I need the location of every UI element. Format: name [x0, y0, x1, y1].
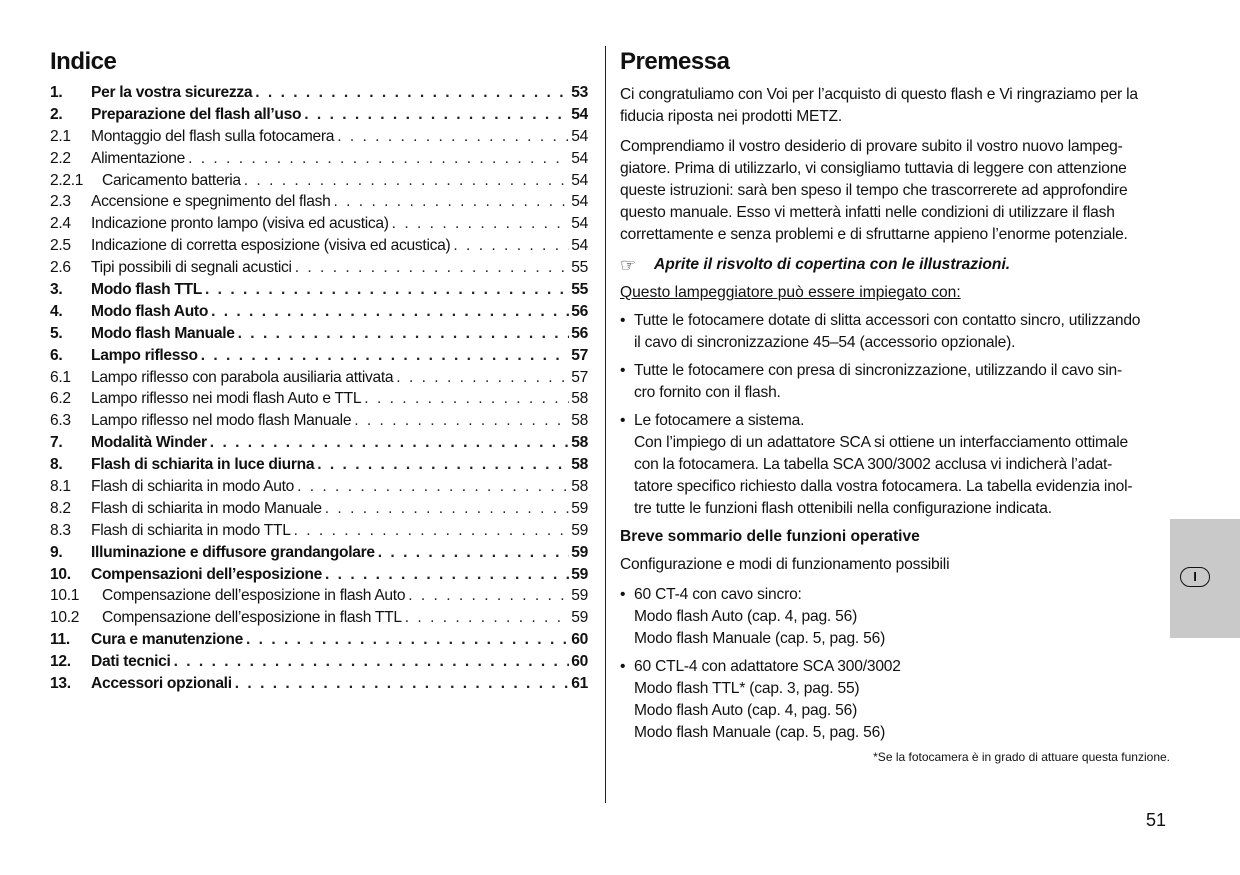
toc-title: Accensione e spegnimento del flash	[91, 193, 331, 211]
toc-entry	[50, 434, 588, 456]
bullet-line: con la fotocamera. La tabella SCA 300/3002 acclusa vi indicherà l’adat-	[634, 456, 1113, 473]
toc-entry	[50, 653, 588, 675]
preface-section	[620, 46, 1170, 764]
toc-number: 11.	[50, 631, 70, 649]
toc-title: Per la vostra sicurezza	[91, 84, 253, 101]
footnote: *Se la fotocamera è in grado di attuare questa funzione.	[873, 750, 1170, 764]
bullet-line: tatore specifico richiesto dalla vostra fotocamera. La tabella evidenzia inol-	[634, 478, 1133, 495]
toc-title: Compensazioni dell’esposizione	[91, 565, 323, 583]
toc-leader-dots	[241, 172, 570, 190]
toc-entry	[50, 303, 588, 325]
toc-list	[50, 84, 588, 697]
toc-number: 7.	[50, 434, 63, 452]
toc-leader-dots	[291, 522, 570, 540]
toc-leader-dots	[314, 456, 569, 474]
bullet-line: tre tutte le funzioni flash ottenibili nella configurazione indicata.	[634, 500, 1052, 517]
toc-entry	[50, 412, 588, 434]
index-title: Indice	[50, 48, 117, 75]
toc-number: 6.	[50, 346, 63, 364]
toc-entry	[50, 522, 588, 544]
bullet-line: il cavo di sincronizzazione 45–54 (accessorio opzionale).	[634, 334, 1016, 351]
bullet-icon: •	[620, 586, 626, 603]
toc-title: Tipi possibili di segnali acustici	[91, 259, 292, 277]
toc-entry	[50, 259, 588, 281]
index-section	[50, 46, 588, 697]
bullet-line: Le fotocamere a sistema.	[634, 412, 805, 429]
toc-title: Dati tecnici	[91, 653, 171, 671]
toc-number: 3.	[50, 281, 63, 299]
toc-title: Modalità Winder	[91, 434, 207, 452]
toc-number: 6.2	[50, 390, 71, 408]
toc-title: Lampo riflesso nei modi flash Auto e TTL	[91, 390, 362, 408]
toc-entry	[50, 325, 588, 347]
toc-title: Lampo riflesso con parabola ausiliaria attivata	[91, 368, 394, 386]
toc-leader-dots	[207, 434, 569, 452]
toc-entry	[50, 587, 588, 609]
bullet-line: cro fornito con il flash.	[634, 384, 781, 401]
toc-page: 56	[571, 324, 588, 342]
page-number: 51	[1146, 810, 1167, 830]
summary-intro: Configurazione e modi di funzionamento possibili	[620, 556, 950, 573]
bullet-item	[620, 410, 1170, 520]
toc-page: 54	[571, 105, 588, 123]
toc-number: 2.3	[50, 193, 71, 211]
toc-entry	[50, 281, 588, 303]
pointing-hand-icon: ☞	[620, 255, 637, 275]
toc-entry	[50, 500, 588, 522]
toc-page: 54	[571, 237, 588, 255]
toc-leader-dots	[375, 544, 569, 562]
toc-number: 9.	[50, 543, 63, 561]
toc-title: Montaggio del flash sulla fotocamera	[91, 127, 335, 145]
toc-page: 54	[571, 193, 588, 211]
toc-page: 58	[571, 412, 588, 430]
toc-leader-dots	[322, 566, 569, 584]
toc-entry	[50, 609, 588, 631]
toc-leader-dots	[185, 150, 569, 168]
bullet-line: Modo flash Auto (cap. 4, pag. 56)	[634, 608, 858, 625]
toc-title: Compensazione dell’esposizione in flash TTL	[102, 609, 402, 627]
toc-entry	[50, 369, 588, 391]
toc-entry	[50, 544, 588, 566]
toc-title: Modo flash TTL	[91, 281, 203, 299]
toc-page: 57	[571, 368, 588, 386]
toc-leader-dots	[243, 631, 569, 649]
toc-leader-dots	[334, 128, 569, 146]
preface-paragraph-2: Comprendiamo il vostro desiderio di provare subito il vostro nuovo lampeg-giatore. Prima di utilizzarlo, vi consigliamo tuttavia di leggere con attenzione queste istruzioni: sarà ben speso il tempo che trascorrerete ad approfondire questo manuale. Esso vi metterà infatti nelle condizioni di utilizzare il flash correttamente e senza problemi e di sfruttarne appieno l’enorme potenziale.	[620, 138, 1128, 243]
toc-entry	[50, 347, 588, 369]
toc-title: Indicazione di corretta esposizione (visiva ed acustica)	[91, 237, 451, 255]
toc-page: 59	[571, 609, 588, 627]
toc-number: 2.	[50, 105, 63, 123]
toc-entry	[50, 478, 588, 500]
bullet-line: Tutte le fotocamere con presa di sincronizzazione, utilizzando il cavo sin-	[634, 362, 1122, 379]
toc-number: 8.3	[50, 521, 71, 539]
toc-entry	[50, 631, 588, 653]
toc-number: 2.5	[50, 237, 71, 255]
toc-number: 10.	[50, 565, 71, 583]
bullet-line: Tutte le fotocamere dotate di slitta accessori con contatto sincro, utilizzando	[634, 312, 1141, 329]
toc-leader-dots	[450, 237, 569, 255]
toc-page: 54	[571, 171, 588, 189]
toc-number: 2.2.1	[50, 171, 84, 189]
toc-number: 13.	[50, 675, 71, 693]
toc-leader-dots	[294, 478, 569, 496]
toc-leader-dots	[232, 675, 569, 693]
toc-leader-dots	[202, 281, 569, 299]
bullet-item	[620, 360, 1170, 404]
cover-hint-text: Aprite il risvolto di copertina con le illustrazioni.	[654, 256, 1011, 273]
cover-hint	[620, 254, 1170, 276]
toc-leader-dots	[235, 325, 570, 343]
toc-title: Modo flash Auto	[91, 302, 209, 320]
toc-entry	[50, 106, 588, 128]
toc-title: Indicazione pronto lampo (visiva ed acustica)	[91, 215, 389, 233]
usage-heading: Questo lampeggiatore può essere impiegato con:	[620, 284, 961, 301]
toc-number: 8.2	[50, 499, 71, 517]
bullet-line: 60 CTL-4 con adattatore SCA 300/3002	[634, 658, 901, 675]
config-list	[620, 584, 1170, 744]
toc-title: Lampo riflesso	[91, 346, 198, 364]
bullet-line: 60 CT-4 con cavo sincro:	[634, 586, 802, 603]
toc-number: 2.4	[50, 215, 71, 233]
toc-title: Illuminazione e diffusore grandangolare	[91, 543, 375, 561]
toc-number: 10.2	[50, 609, 80, 627]
toc-page: 59	[571, 543, 588, 561]
bullet-line: Con l’impiego di un adattatore SCA si ottiene un interfacciamento ottimale	[634, 434, 1129, 451]
bullet-icon: •	[620, 658, 626, 675]
usage-list	[620, 310, 1170, 520]
toc-page: 58	[571, 456, 588, 474]
toc-title: Modo flash Manuale	[91, 324, 235, 342]
toc-number: 2.6	[50, 259, 71, 277]
toc-leader-dots	[351, 412, 569, 430]
bullet-line: Modo flash Auto (cap. 4, pag. 56)	[634, 702, 858, 719]
toc-entry	[50, 150, 588, 172]
toc-title: Accessori opzionali	[91, 675, 232, 693]
toc-number: 2.1	[50, 127, 71, 145]
bullet-item	[620, 310, 1170, 354]
toc-number: 10.1	[50, 587, 80, 605]
column-divider	[605, 46, 606, 803]
toc-leader-dots	[301, 106, 569, 124]
toc-leader-dots	[252, 84, 569, 102]
bullet-icon: •	[620, 362, 626, 379]
toc-leader-dots	[393, 369, 569, 387]
toc-leader-dots	[330, 193, 569, 211]
toc-entry	[50, 215, 588, 237]
toc-leader-dots	[171, 653, 570, 671]
toc-page: 59	[571, 565, 588, 583]
toc-number: 5.	[50, 324, 63, 342]
toc-title: Cura e manutenzione	[91, 631, 243, 649]
toc-number: 6.1	[50, 368, 71, 386]
preface-title: Premessa	[620, 48, 730, 75]
toc-title: Compensazione dell’esposizione in flash Auto	[102, 587, 406, 605]
toc-title: Flash di schiarita in modo Auto	[91, 478, 295, 496]
toc-number: 1.	[50, 84, 63, 101]
toc-entry	[50, 237, 588, 259]
toc-number: 6.3	[50, 412, 71, 430]
toc-entry	[50, 456, 588, 478]
toc-title: Flash di schiarita in modo Manuale	[91, 499, 322, 517]
toc-number: 8.	[50, 456, 63, 474]
bullet-item	[620, 584, 1170, 650]
toc-number: 8.1	[50, 478, 71, 496]
toc-title: Flash di schiarita in modo TTL	[91, 521, 291, 539]
toc-page: 58	[571, 390, 588, 408]
toc-title: Flash di schiarita in luce diurna	[91, 456, 315, 474]
summary-heading: Breve sommario delle funzioni operative	[620, 528, 920, 545]
toc-entry	[50, 390, 588, 412]
bullet-line: Modo flash TTL* (cap. 3, pag. 55)	[634, 680, 860, 697]
toc-leader-dots	[292, 259, 570, 277]
bullet-icon: •	[620, 312, 626, 329]
toc-title: Alimentazione	[91, 149, 186, 167]
toc-page: 59	[571, 499, 588, 517]
toc-page: 57	[571, 346, 588, 364]
toc-entry	[50, 566, 588, 588]
toc-page: 56	[571, 302, 588, 320]
toc-page: 54	[571, 149, 588, 167]
language-tab-label: I	[1180, 567, 1210, 587]
toc-page: 58	[571, 478, 588, 496]
toc-title: Lampo riflesso nel modo flash Manuale	[91, 412, 352, 430]
toc-page: 61	[571, 675, 588, 693]
preface-paragraph-1: Ci congratuliamo con Voi per l’acquisto di questo flash e Vi ringraziamo per la fiducia riposta nei prodotti METZ.	[620, 86, 1138, 125]
toc-leader-dots	[198, 347, 570, 365]
toc-page: 58	[571, 434, 588, 452]
toc-leader-dots	[322, 500, 569, 518]
toc-page: 55	[571, 281, 588, 299]
bullet-line: Modo flash Manuale (cap. 5, pag. 56)	[634, 724, 886, 741]
toc-page: 60	[571, 631, 588, 649]
toc-leader-dots	[389, 215, 570, 233]
toc-page: 54	[571, 127, 588, 145]
toc-page: 54	[571, 215, 588, 233]
toc-page: 60	[571, 653, 588, 671]
toc-leader-dots	[361, 390, 569, 408]
toc-leader-dots	[208, 303, 569, 321]
toc-page: 59	[571, 587, 588, 605]
toc-page: 59	[571, 521, 588, 539]
toc-page: 55	[571, 259, 588, 277]
bullet-icon: •	[620, 412, 626, 429]
toc-leader-dots	[405, 587, 569, 605]
toc-number: 2.2	[50, 149, 71, 167]
toc-leader-dots	[402, 609, 570, 627]
bullet-line: Modo flash Manuale (cap. 5, pag. 56)	[634, 630, 886, 647]
toc-entry	[50, 128, 588, 150]
toc-entry	[50, 193, 588, 215]
toc-entry	[50, 675, 588, 697]
toc-entry	[50, 84, 588, 106]
toc-number: 4.	[50, 302, 63, 320]
toc-title: Caricamento batteria	[102, 171, 241, 189]
bullet-item	[620, 656, 1170, 744]
toc-page: 53	[571, 84, 588, 101]
toc-number: 12.	[50, 653, 71, 671]
toc-entry	[50, 172, 588, 194]
toc-title: Preparazione del flash all’uso	[91, 105, 302, 123]
